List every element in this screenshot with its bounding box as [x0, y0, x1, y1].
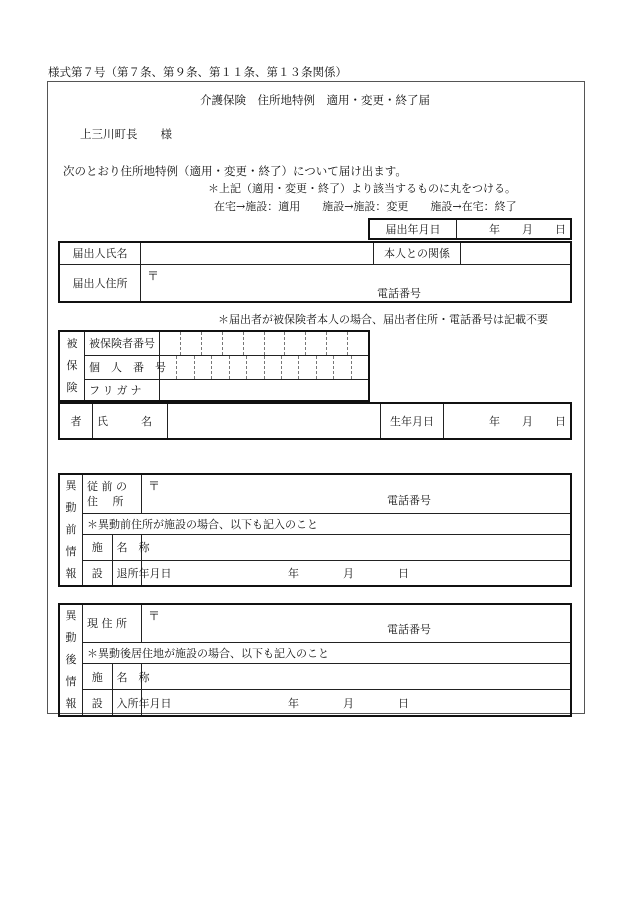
- intro-text: 次のとおり住所地特例（適用・変更・終了）について届け出ます。: [63, 164, 407, 178]
- note-exempt: ＊届出者が被保険者本人の場合、届出者住所・電話番号は記載不要: [218, 313, 548, 326]
- insured-name-label: 氏 名: [93, 403, 168, 439]
- after-facility-side-1: 施: [83, 664, 113, 690]
- note-types: 在宅→施設：適用 施設→施設：変更 施設→在宅：終了: [214, 200, 517, 213]
- birth-field[interactable]: 年 月 日: [444, 403, 572, 439]
- after-facility-name-label: 名 称: [112, 664, 142, 690]
- after-phone-label: 電話番号: [387, 623, 431, 636]
- before-facility-name-field[interactable]: [142, 535, 572, 561]
- note-circle: ＊上記（適用・変更・終了）より該当するものに丸をつける。: [208, 182, 516, 195]
- notify-date-table: [368, 218, 572, 240]
- insured-number-field[interactable]: [160, 331, 370, 355]
- before-facility-side-1: 施: [83, 535, 113, 561]
- notifier-table: [58, 241, 572, 303]
- insured-upper-table: [58, 330, 370, 402]
- furigana-label: フリガナ: [85, 379, 160, 401]
- personal-number-label: 個 人 番 号: [85, 355, 160, 379]
- leave-date-field[interactable]: 年 月 日: [142, 560, 572, 586]
- insured-lower-table: [58, 402, 572, 440]
- before-facility-side-2: 設: [83, 560, 113, 586]
- relation-field[interactable]: [461, 242, 572, 264]
- notify-date-field[interactable]: 年 月 日: [457, 219, 572, 239]
- notifier-name-label: 届出人氏名: [59, 242, 141, 264]
- personal-number-field[interactable]: [160, 355, 370, 379]
- notifier-address-label: 届出人住所: [59, 264, 141, 302]
- before-phone-label: 電話番号: [387, 494, 431, 507]
- before-facility-note: ＊異動前住所が施設の場合、以下も記入のこと: [83, 514, 572, 535]
- form-number: 様式第７号（第７条、第９条、第１１条、第１３条関係）: [48, 65, 347, 79]
- insured-number-label: 被保険者番号: [85, 331, 160, 355]
- prev-address-label: 従 前 の 住 所: [83, 474, 142, 514]
- after-facility-note: ＊異動後居住地が施設の場合、以下も記入のこと: [83, 642, 572, 663]
- recipient: 上三川町長 様: [80, 127, 172, 141]
- notifier-address-field[interactable]: [141, 264, 572, 302]
- current-address-label: 現 住 所: [83, 604, 142, 642]
- after-side-label: 異 動 後 情 報: [59, 604, 83, 716]
- postal-mark: 〒: [148, 609, 161, 623]
- enter-date-label: 入所年月日: [112, 690, 142, 716]
- after-move-table: [58, 603, 572, 717]
- insured-side-label-last: 者: [59, 403, 93, 439]
- after-facility-name-field[interactable]: [142, 664, 572, 690]
- notifier-name-field[interactable]: [141, 242, 374, 264]
- insured-side-label: 被 保 険: [59, 331, 85, 401]
- prev-address-field[interactable]: [142, 474, 572, 514]
- birth-label: 生年月日: [381, 403, 444, 439]
- after-facility-side-2: 設: [83, 690, 113, 716]
- postal-mark: 〒: [148, 479, 161, 493]
- notify-date-label: 届出年月日: [369, 219, 457, 239]
- enter-date-field[interactable]: 年 月 日: [142, 690, 572, 716]
- furigana-field[interactable]: [160, 379, 370, 401]
- postal-mark: 〒: [147, 268, 160, 283]
- before-move-table: [58, 473, 572, 587]
- form-title: 介護保険 住所地特例 適用・変更・終了届: [200, 93, 430, 107]
- leave-date-label: 退所年月日: [112, 560, 142, 586]
- insured-name-field[interactable]: [168, 403, 381, 439]
- before-facility-name-label: 名 称: [112, 535, 142, 561]
- before-side-label: 異 動 前 情 報: [59, 474, 83, 586]
- current-address-field[interactable]: [142, 604, 572, 642]
- relation-label: 本人との関係: [374, 242, 461, 264]
- notifier-phone-label: 電話番号: [377, 286, 421, 300]
